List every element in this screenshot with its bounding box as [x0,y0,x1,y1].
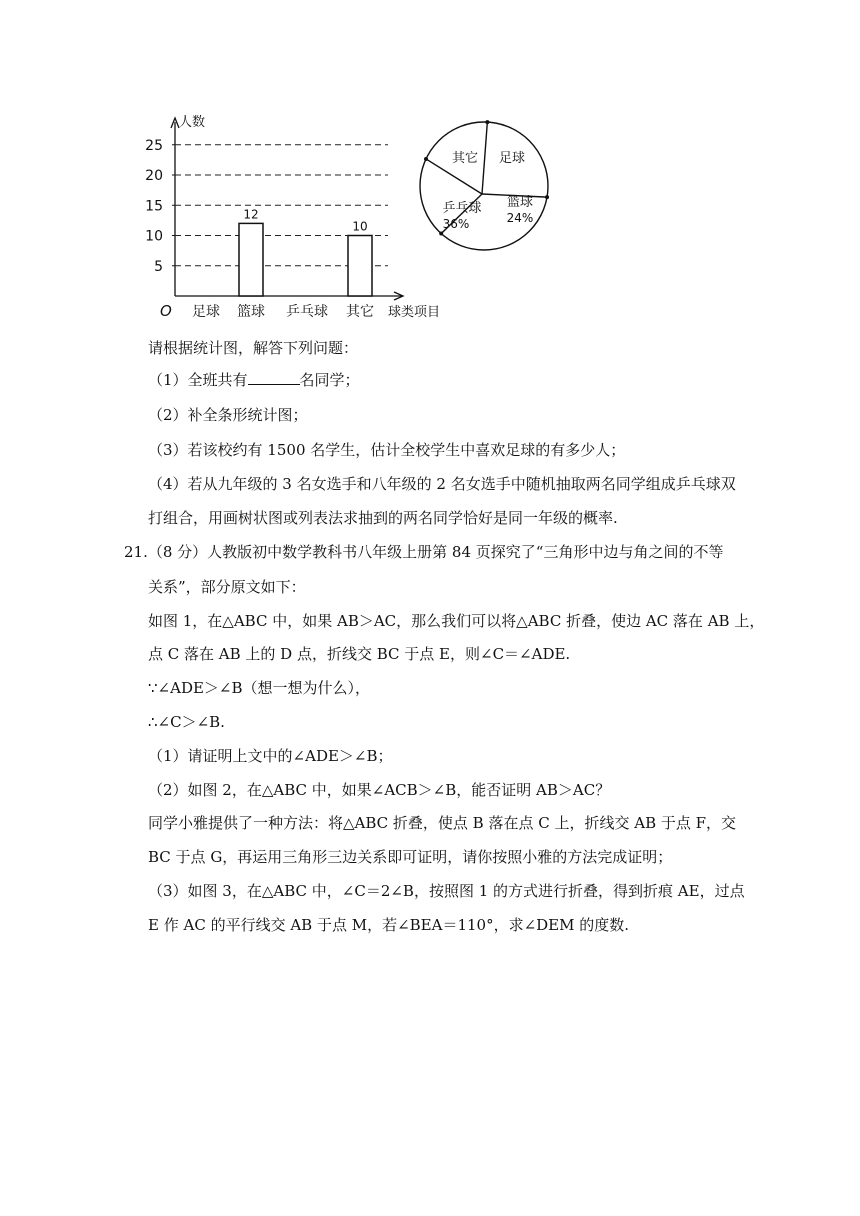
problem-21-line-1: 21.（8 分）人教版初中数学教科书八年级上册第 84 页探究了“三角形中边与角之间的不等 [124,543,724,561]
problem-21-line-12: E 作 AC 的平行线交 AB 于点 M，若∠BEA＝110°，求∠DEM 的度数. [148,916,630,934]
question-4-line-2: 打组合，用画树状图或列表法求抽到的两名同学恰好是同一年级的概率. [148,509,618,527]
y-tick-label-25: 25 [145,137,163,154]
bar-value-label-3: 10 [352,219,368,234]
y-axis-label: 人数 [179,115,206,130]
problem-21-line-4: 点 C 落在 AB 上的 D 点，折线交 BC 于点 E，则∠C＝∠ADE. [148,645,571,663]
intro-text: 请根据统计图，解答下列问题： [148,339,359,357]
problem-21-line-6: ∴∠C＞∠B. [148,713,225,731]
slice-divider-dot-1 [485,120,489,124]
slice-label-0: 其它 [451,151,479,166]
question-1-prefix: （1）全班共有 [148,371,248,389]
x-tick-label-3: 其它 [346,304,374,320]
pie-chart [412,110,562,260]
question-1-suffix: 名同学； [299,371,360,389]
problem-21-line-2: 关系”，部分原文如下： [148,578,306,596]
problem-21-part-1: （1）请证明上文中的∠ADE＞∠B； [148,747,393,765]
x-axis-label: 球类项目 [388,305,441,320]
y-tick-label-10: 10 [145,228,163,245]
bar-1 [239,223,263,296]
slice-label-3: 乒乓球 [442,201,482,216]
problem-21-line-10: BC 于点 G，再运用三角形三边关系即可证明，请你按照小雅的方法完成证明； [148,848,673,866]
question-1 [148,370,360,390]
slice-divider-dot-0 [424,157,428,161]
y-tick-label-15: 15 [145,198,163,215]
slice-percent-2: 24% [506,211,534,225]
origin-label: O [160,302,172,320]
answer-blank[interactable] [248,370,300,385]
problem-21-line-5: ∵∠ADE＞∠B（想一想为什么）， [148,679,371,697]
problem-21-part-2: （2）如图 2，在△ABC 中，如果∠ACB＞∠B，能否证明 AB＞AC？ [148,781,611,799]
bar-chart [140,108,450,328]
question-3: （3）若该校约有 1500 名学生，估计全校学生中喜欢足球的有多少人； [148,441,626,459]
x-tick-label-1: 篮球 [237,304,265,320]
slice-label-1: 足球 [498,151,526,166]
problem-21-part-3: （3）如图 3，在△ABC 中，∠C＝2∠B，按照图 1 的方式进行折叠，得到折痕 AE，过点 [148,882,745,900]
y-tick-label-20: 20 [145,168,163,184]
x-tick-label-2: 乒乓球 [286,304,328,320]
problem-21-line-9: 同学小雅提供了一种方法：将△ABC 折叠，使点 B 落在点 C 上，折线交 AB 于点 F，交 [148,814,737,832]
bar-3 [348,236,372,297]
question-2: （2）补全条形统计图； [148,406,308,424]
y-tick-label-5: 5 [154,258,163,275]
question-4-line-1: （4）若从九年级的 3 名女选手和八年级的 2 名女选手中随机抽取两名同学组成乒乓球双 [148,475,736,493]
problem-21-line-3: 如图 1，在△ABC 中，如果 AB＞AC，那么我们可以将△ABC 折叠，使边 AC 落在 AB 上， [148,612,765,630]
slice-divider-dot-3 [439,232,443,236]
pie-outline [420,122,548,250]
slice-percent-3: 36% [442,217,470,231]
slice-label-2: 篮球 [506,195,534,210]
x-tick-label-0: 足球 [192,304,220,320]
bar-value-label-1: 12 [243,207,259,222]
slice-divider-dot-2 [545,195,549,199]
